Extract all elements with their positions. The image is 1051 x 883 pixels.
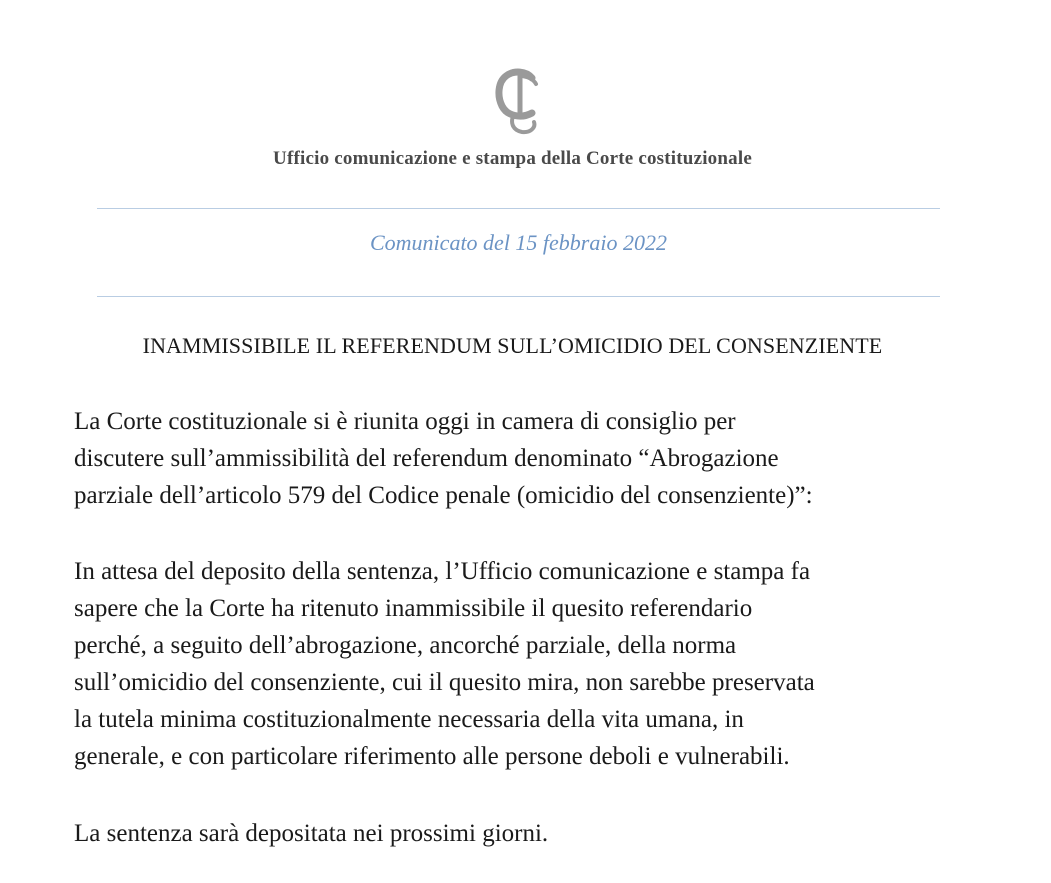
paragraph-line: In attesa del deposito della sentenza, l’Ufficio comunicazione e stampa fa — [74, 558, 811, 585]
office-name: Ufficio comunicazione e stampa della Corte costituzionale — [273, 148, 752, 169]
paragraph-line: La Corte costituzionale si è riunita oggi in camera di consiglio per — [74, 408, 736, 435]
paragraph-line: generale, e con particolare riferimento alle persone deboli e vulnerabili. — [74, 743, 790, 770]
paragraph-line: discutere sull’ammissibilità del referendum denominato “Abrogazione — [74, 445, 779, 472]
paragraph-line: sull’omicidio del consenziente, cui il quesito mira, non sarebbe preservata — [74, 669, 815, 696]
paragraph-1 — [74, 403, 974, 514]
paragraph-3 — [74, 815, 974, 852]
paragraph-line: la tutela minima costituzionalmente necessaria della vita umana, in — [74, 706, 744, 733]
bottom-divider — [97, 296, 940, 297]
paragraph-line: sapere che la Corte ha ritenuto inammissibile il quesito referendario — [74, 595, 753, 622]
top-divider — [97, 208, 940, 209]
headline: INAMMISSIBILE IL REFERENDUM SULL’OMICIDIO DEL CONSENZIENTE — [142, 333, 883, 358]
paragraph-line: parziale dell’articolo 579 del Codice penale (omicidio del consenziente)”: — [74, 482, 813, 509]
corte-costituzionale-logo — [494, 66, 544, 138]
paragraph-line: La sentenza sarà depositata nei prossimi giorni. — [74, 820, 549, 847]
paragraph-line: perché, a seguito dell’abrogazione, ancorché parziale, della norma — [74, 632, 737, 659]
paragraph-2 — [74, 553, 974, 775]
press-release-date: Comunicato del 15 febbraio 2022 — [370, 230, 667, 255]
